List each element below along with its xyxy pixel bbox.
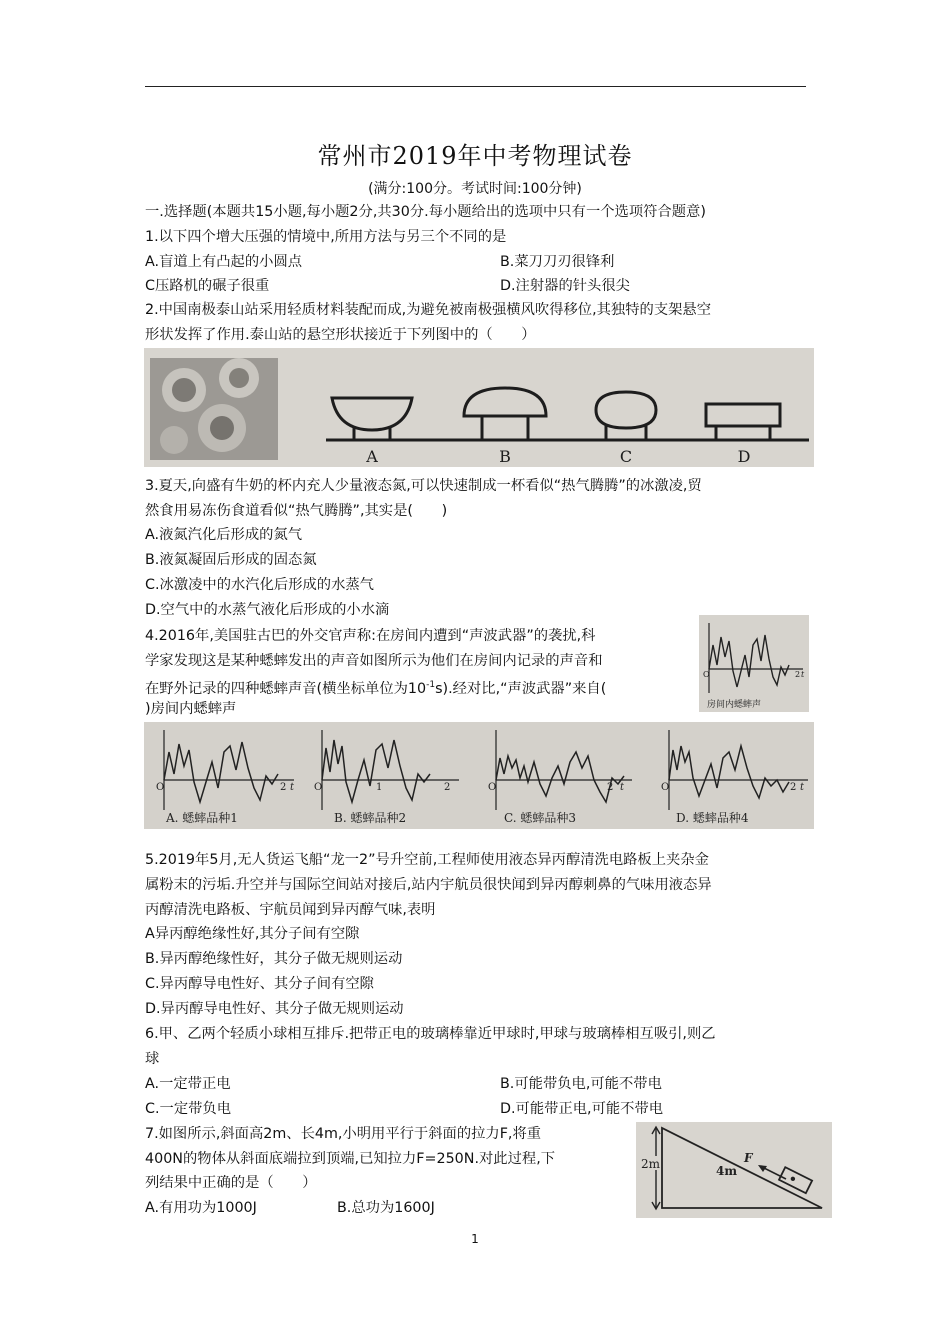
q7-stem-line2: 400N的物体从斜面底端拉到顶端,已知拉力F=250N.对此过程,下 <box>145 1151 556 1167</box>
q3-option-a: A.液氮汽化后形成的氮气 <box>145 527 303 543</box>
q4-options-svg <box>144 722 814 829</box>
q3-option-b: B.液氮凝固后形成的固态氮 <box>145 552 317 568</box>
q1-option-a: A.盲道上有凸起的小圆点 <box>145 254 303 270</box>
length-label: 4m <box>716 1164 738 1178</box>
q2-stem-line2: 形状发挥了作用.泰山站的悬空形状接近于下列图中的（ ） <box>145 327 536 343</box>
q1-stem: 1.以下四个增大压强的情境中,所用方法与另三个不同的是 <box>145 229 507 245</box>
d-axis-t: t <box>800 782 805 793</box>
q6-option-c: C.一定带负电 <box>145 1101 232 1117</box>
d-axis-o: O <box>661 782 670 793</box>
q6-option-b: B.可能带负电,可能不带电 <box>500 1076 662 1092</box>
q2-figure <box>144 348 814 467</box>
q1-option-b: B.菜刀刀刃很锋利 <box>500 254 615 270</box>
q5-option-d: D.异丙醇导电性好、其分子做无规则运动 <box>145 1001 404 1017</box>
d-tick-2: 2 <box>790 782 797 793</box>
caption-c: C. 蟋蟀品种3 <box>504 811 577 825</box>
room-axis-o: O <box>703 670 710 679</box>
caption-a: A. 蟋蟀品种1 <box>166 811 238 825</box>
c-tick-2: 2 <box>607 782 614 793</box>
incline-svg <box>636 1122 832 1218</box>
incline-figure <box>636 1122 832 1218</box>
room-tick-2: 2 <box>795 670 801 679</box>
q5-option-c: C.异丙醇导电性好、其分子间有空隙 <box>145 976 374 992</box>
q6-stem-line2: 球 <box>145 1051 160 1067</box>
q2-stem-line1: 2.中国南极泰山站采用轻质材料装配而成,为避免被南极强横风吹得移位,其独特的支架悬空 <box>145 302 712 318</box>
c-axis-o: O <box>488 782 497 793</box>
q7-option-a: A.有用功为1000J <box>145 1200 257 1216</box>
label-c: C <box>619 447 633 466</box>
height-label: 2m <box>641 1157 661 1171</box>
q3-stem-line1: 3.夏天,向盛有牛奶的杯内充人少量液态氮,可以快速制成一杯看似“热气腾腾”的冰激凌,贸 <box>145 478 702 494</box>
q5-stem-line2: 属粉末的污垢.升空并与国际空间站对接后,站内宇航员很快闻到异丙醇刺鼻的气味用液态异 <box>145 877 712 893</box>
q5-stem-line1: 5.2019年5月,无人货运飞船“龙一2”号升空前,工程师使用液态异丙醇清洗电路板上夹杂金 <box>145 852 709 868</box>
q5-option-a: A异丙醇绝缘性好,其分子间有空隙 <box>145 926 360 942</box>
room-caption: 房间内蟋蟀声 <box>707 700 762 710</box>
a-tick-2: 2 <box>280 782 287 793</box>
b-tick-2: 2 <box>444 782 451 793</box>
label-d: D <box>737 447 751 466</box>
q4-options-figure <box>144 722 814 829</box>
a-axis-o: O <box>156 782 165 793</box>
label-b: B <box>499 447 511 466</box>
q3-stem-line2: 然食用易冻伤食道看似“热气腾腾”,其实是( ) <box>145 503 448 519</box>
q1-option-d: D.注射器的针头很尖 <box>500 278 630 294</box>
q6-stem-line1: 6.甲、乙两个轻质小球相互排斥.把带正电的玻璃棒靠近甲球时,甲球与玻璃棒相互吸引,则乙 <box>145 1026 716 1042</box>
room-sound-figure <box>699 615 809 712</box>
caption-b: B. 蟋蟀品种2 <box>334 811 407 825</box>
exam-info: (满分:100分。考试时间:100分钟) <box>368 181 582 197</box>
q3-option-c: C.冰激凌中的水汽化后形成的水蒸气 <box>145 577 374 593</box>
q4-stem-line2: 学家发现这是某种蟋蟀发出的声音如图所示为他们在房间内记录的声音和 <box>145 653 603 669</box>
q3-option-d: D.空气中的水蒸气液化后形成的小水滴 <box>145 602 390 618</box>
q2-figure-svg <box>144 348 814 467</box>
c-axis-t: t <box>620 782 625 793</box>
q7-stem-line1: 7.如图所示,斜面高2m、长4m,小明用平行于斜面的拉力F,将重 <box>145 1126 542 1142</box>
force-label: F <box>744 1151 753 1165</box>
q4-stem-line4: )房间内蟋蟀声 <box>145 701 237 717</box>
b-axis-o: O <box>314 782 323 793</box>
q4-stem-line1: 4.2016年,美国驻古巴的外交官声称:在房间内遭到“声波武器”的袭扰,科 <box>145 628 596 644</box>
b-tick-1: 1 <box>376 782 383 793</box>
q6-option-a: A.一定带正电 <box>145 1076 231 1092</box>
q7-stem-line3: 列结果中正确的是（ ） <box>145 1175 317 1191</box>
q4-stem-line3: 在野外记录的四种蟋蟀声音(横坐标单位为$10^{-1}s$).经对比,“声波武器”来自( <box>145 680 607 697</box>
room-sound-svg <box>699 615 809 712</box>
station-photo <box>150 358 278 460</box>
q7-option-b: B.总功为1600J <box>337 1200 435 1216</box>
caption-d: D. 蟋蟀品种4 <box>676 811 749 825</box>
page-title: 常州市2019年中考物理试卷 <box>317 142 633 170</box>
q5-option-b: B.异丙醇绝缘性好，其分子做无规则运动 <box>145 951 403 967</box>
a-axis-t: t <box>290 782 295 793</box>
header-rule <box>145 86 806 87</box>
q5-stem-line3: 丙醇清洗电路板、宇航员闻到异丙醇气味,表明 <box>145 902 436 918</box>
label-a: A <box>366 447 378 466</box>
page-number: 1 <box>471 1232 479 1246</box>
section-heading: 一.选择题(本题共15小题,每小题2分,共30分.每小题给出的选项中只有一个选项符合题意) <box>145 204 706 220</box>
q6-option-d: D.可能带正电,可能不带电 <box>500 1101 664 1117</box>
room-axis-t: t <box>801 670 805 679</box>
q1-option-c: C压路机的碾子很重 <box>145 278 270 294</box>
